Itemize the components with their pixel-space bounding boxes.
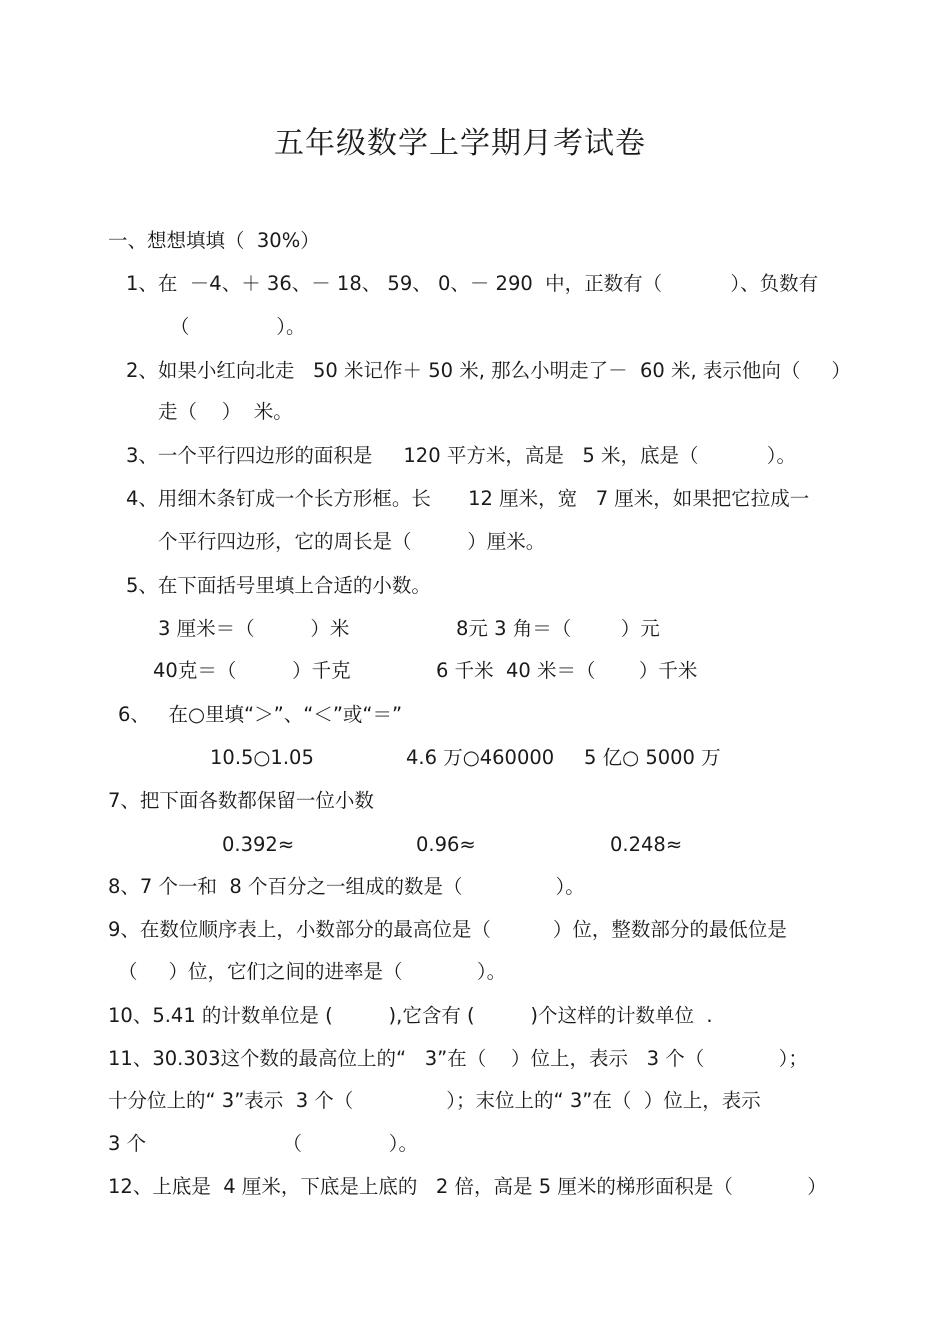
question-4-line-2: 个平行四边形，它的周长是（ ）厘米。 xyxy=(158,530,546,553)
question-12: 12、上底是 4 厘米，下底是上底的 2 倍，高是 5 厘米的梯形面积是（ ） xyxy=(108,1175,827,1198)
question-5-item-4: 6 千米 40 米＝（ ）千米 xyxy=(436,659,698,682)
question-5-item-3: 40克＝（ ）千克 xyxy=(153,659,351,682)
question-9-line-1: 9、在数位顺序表上，小数部分的最高位是（ ）位，整数部分的最低位是 xyxy=(108,918,787,941)
question-11-line-2: 十分位上的“ 3”表示 3 个（ ）；末位上的“ 3”在（ ）位上，表示 xyxy=(108,1089,761,1112)
question-1-line-1: 1、在 －4、＋ 36、－ 18、 59、 0、－ 290 中，正数有（ ）、负数有 xyxy=(126,272,819,295)
question-11-line-1: 11、30.303这个数的最高位上的“ 3”在（ ）位上，表示 3 个（ ）； xyxy=(108,1047,808,1070)
question-10: 10、5.41 的计数单位是 ( ),它含有 ( )个这样的计数单位 . xyxy=(108,1004,713,1027)
question-6: 6、 在○里填“＞”、“＜”或“＝” xyxy=(118,703,403,726)
question-11-line-3: 3 个 （ ）。 xyxy=(108,1132,419,1155)
question-8: 8、7 个一和 8 个百分之一组成的数是（ ）。 xyxy=(108,875,585,898)
question-5: 5、在下面括号里填上合适的小数。 xyxy=(126,574,431,597)
question-9-line-2: （ ）位，它们之间的进率是（ ）。 xyxy=(118,960,507,983)
question-7-item-2: 0.96≈ xyxy=(416,833,476,856)
question-5-item-2: 8元 3 角＝（ ）元 xyxy=(456,617,660,640)
question-1-line-2: （ ）。 xyxy=(170,315,306,338)
question-7-item-1: 0.392≈ xyxy=(222,833,295,856)
question-5-item-1: 3 厘米＝（ ）米 xyxy=(158,617,350,640)
question-6-item-3: 5 亿○ 5000 万 xyxy=(584,746,721,769)
section-heading: 一、想想填填（ 30%） xyxy=(108,229,320,252)
question-2-line-2: 走（ ） 米。 xyxy=(158,400,293,423)
page-title: 五年级数学上学期月考试卷 xyxy=(274,126,646,161)
question-3: 3、一个平行四边形的面积是 120 平方米，高是 5 米，底是（ ）。 xyxy=(126,444,796,467)
question-2-line-1: 2、如果小红向北走 50 米记作＋ 50 米, 那么小明走了－ 60 米, 表示他向（ ） xyxy=(126,359,851,382)
question-4-line-1: 4、用细木条钉成一个长方形框。长 12 厘米，宽 7 厘米，如果把它拉成一 xyxy=(126,487,810,510)
question-6-item-2: 4.6 万○460000 xyxy=(406,746,555,769)
question-7-item-3: 0.248≈ xyxy=(610,833,683,856)
question-7: 7、把下面各数都保留一位小数 xyxy=(108,789,374,812)
question-6-item-1: 10.5○1.05 xyxy=(210,746,314,769)
